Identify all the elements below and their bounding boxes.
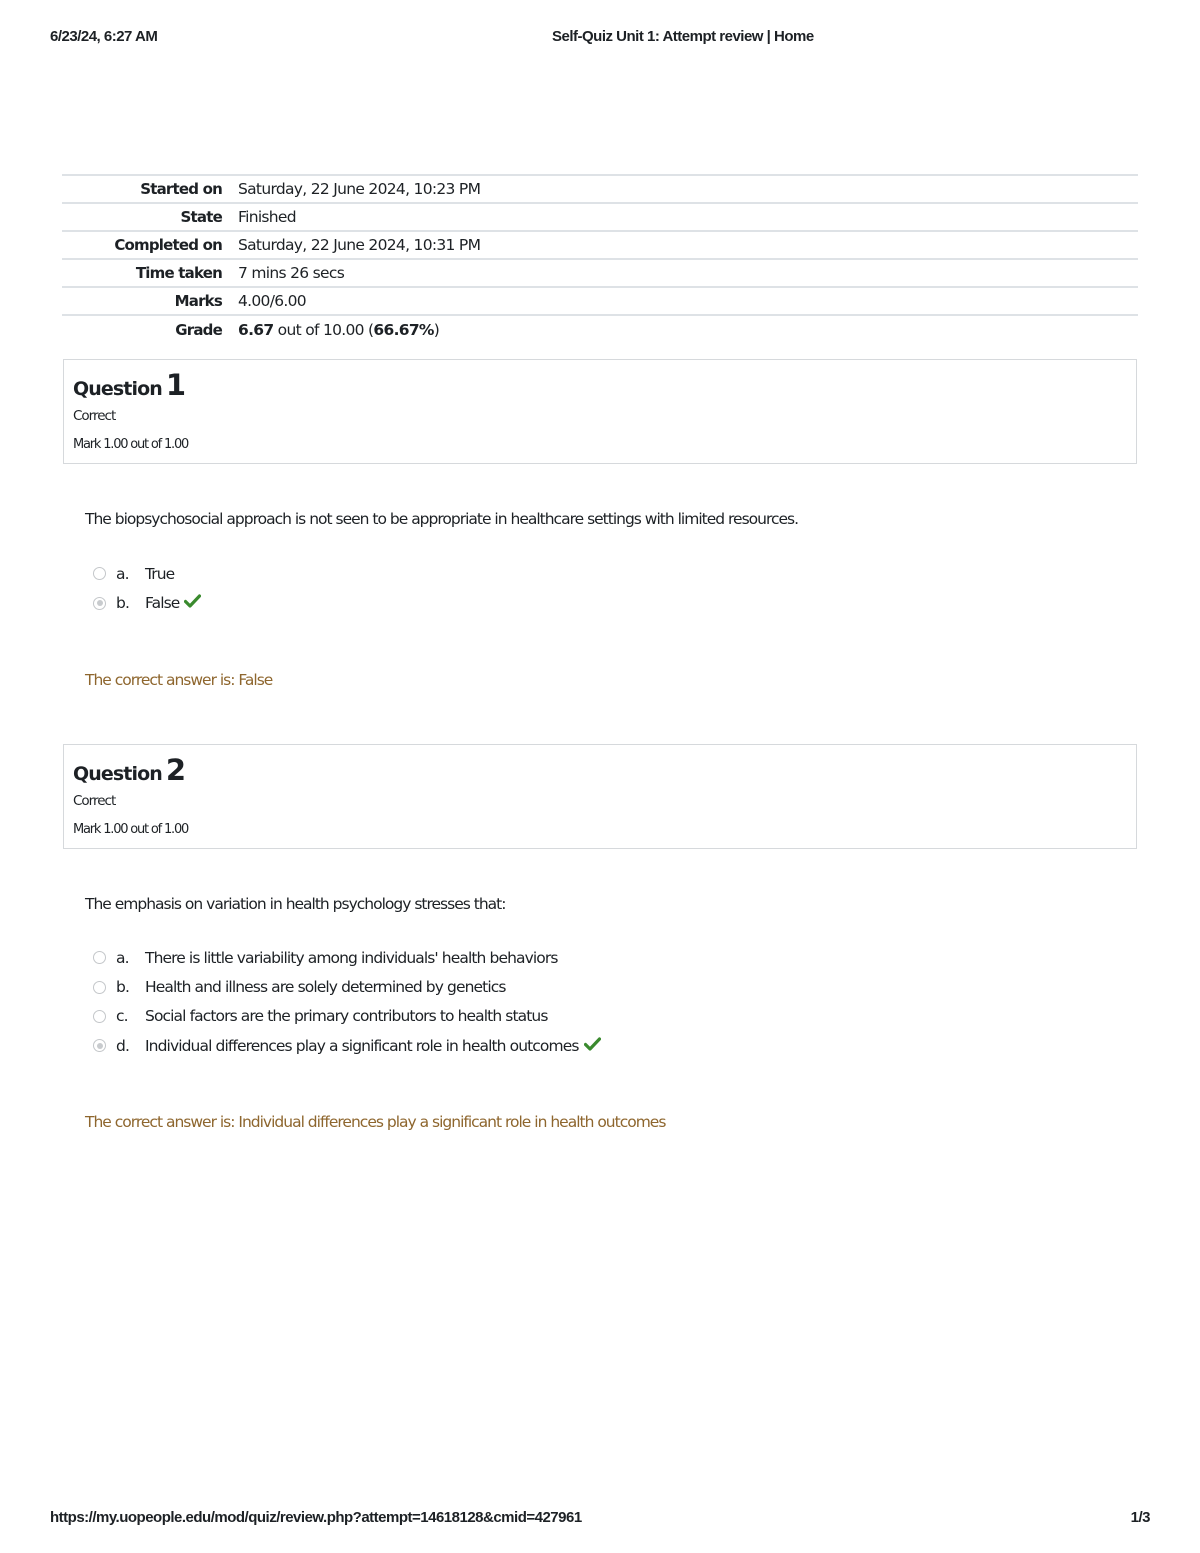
completed-on-value: Saturday, 22 June 2024, 10:31 PM xyxy=(238,236,481,254)
summary-row-state xyxy=(62,203,1138,231)
grade-out-of: out of 10.00 ( xyxy=(273,320,374,339)
state-label: State xyxy=(180,208,222,226)
print-page-number: 1/3 xyxy=(1130,1509,1150,1526)
answer-option-c[interactable] xyxy=(93,1002,601,1031)
answer-text: True xyxy=(145,564,175,583)
marks-label: Marks xyxy=(174,292,222,310)
question-2-answers xyxy=(93,943,601,1061)
grade-label: Grade xyxy=(175,320,222,339)
summary-row-completed xyxy=(62,231,1138,259)
print-page-title: Self-Quiz Unit 1: Attempt review | Home xyxy=(552,28,814,45)
started-on-value: Saturday, 22 June 2024, 10:23 PM xyxy=(238,180,481,198)
question-number-value: 1 xyxy=(165,368,187,402)
radio-button[interactable] xyxy=(93,981,106,994)
marks-value: 4.00/6.00 xyxy=(238,292,306,310)
print-header xyxy=(50,28,1150,48)
question-2-text: The emphasis on variation in health psychology stresses that: xyxy=(85,895,506,913)
summary-row-time-taken xyxy=(62,259,1138,287)
answer-letter: b. xyxy=(116,594,129,613)
answer-text: Health and illness are solely determined by genetics xyxy=(145,978,506,997)
answer-option-b[interactable] xyxy=(93,588,201,617)
started-on-label: Started on xyxy=(140,180,222,198)
question-label: Question xyxy=(73,378,162,400)
question-2-right-answer: The correct answer is: Individual differences play a significant role in health outcomes xyxy=(85,1113,666,1131)
radio-button-selected[interactable] xyxy=(93,597,106,610)
answer-text: There is little variability among individuals' health behaviors xyxy=(145,948,558,967)
question-1-text: The biopsychosocial approach is not seen to be appropriate in healthcare settings with limited resources. xyxy=(85,510,799,528)
radio-button[interactable] xyxy=(93,567,106,580)
summary-row-marks xyxy=(62,287,1138,315)
answer-letter: c. xyxy=(116,1007,128,1026)
radio-button[interactable] xyxy=(93,1010,106,1023)
time-taken-label: Time taken xyxy=(135,264,222,282)
checkmark-icon xyxy=(584,1037,601,1055)
answer-option-b[interactable] xyxy=(93,972,601,1001)
grade-percent: 66.67% xyxy=(373,320,434,339)
print-footer xyxy=(50,1509,1150,1529)
summary-row-grade xyxy=(62,315,1138,343)
answer-letter: d. xyxy=(116,1036,129,1055)
attempt-summary-table xyxy=(62,174,1138,343)
question-1-right-answer: The correct answer is: False xyxy=(85,671,273,689)
grade-score: 6.67 xyxy=(238,320,274,339)
answer-letter: a. xyxy=(116,564,129,583)
grade-value xyxy=(238,315,1138,343)
radio-button-selected[interactable] xyxy=(93,1039,106,1052)
summary-row-started xyxy=(62,175,1138,203)
state-value: Finished xyxy=(238,208,296,226)
question-mark: Mark 1.00 out of 1.00 xyxy=(73,822,189,837)
answer-text: Social factors are the primary contributors to health status xyxy=(145,1007,548,1026)
print-url: https://my.uopeople.edu/mod/quiz/review.php?attempt=14618128&cmid=427961 xyxy=(50,1509,582,1526)
print-datetime: 6/23/24, 6:27 AM xyxy=(50,28,158,45)
answer-option-d[interactable] xyxy=(93,1031,601,1060)
question-number-value: 2 xyxy=(165,753,187,787)
grade-close: ) xyxy=(433,320,440,339)
question-number xyxy=(73,368,186,402)
answer-text: False xyxy=(145,594,180,613)
question-number xyxy=(73,753,186,787)
question-1-answers xyxy=(93,559,201,618)
question-state: Correct xyxy=(73,793,116,809)
question-state: Correct xyxy=(73,408,116,424)
question-mark: Mark 1.00 out of 1.00 xyxy=(73,437,189,452)
completed-on-label: Completed on xyxy=(114,236,222,254)
answer-letter: b. xyxy=(116,978,129,997)
question-2-info xyxy=(63,744,1137,849)
time-taken-value: 7 mins 26 secs xyxy=(238,264,345,282)
radio-button[interactable] xyxy=(93,951,106,964)
question-label: Question xyxy=(73,763,162,785)
answer-text: Individual differences play a significant role in health outcomes xyxy=(145,1036,579,1055)
checkmark-icon xyxy=(184,594,201,612)
question-1-info xyxy=(63,359,1137,464)
answer-letter: a. xyxy=(116,948,129,967)
answer-option-a[interactable] xyxy=(93,559,201,588)
answer-option-a[interactable] xyxy=(93,943,601,972)
